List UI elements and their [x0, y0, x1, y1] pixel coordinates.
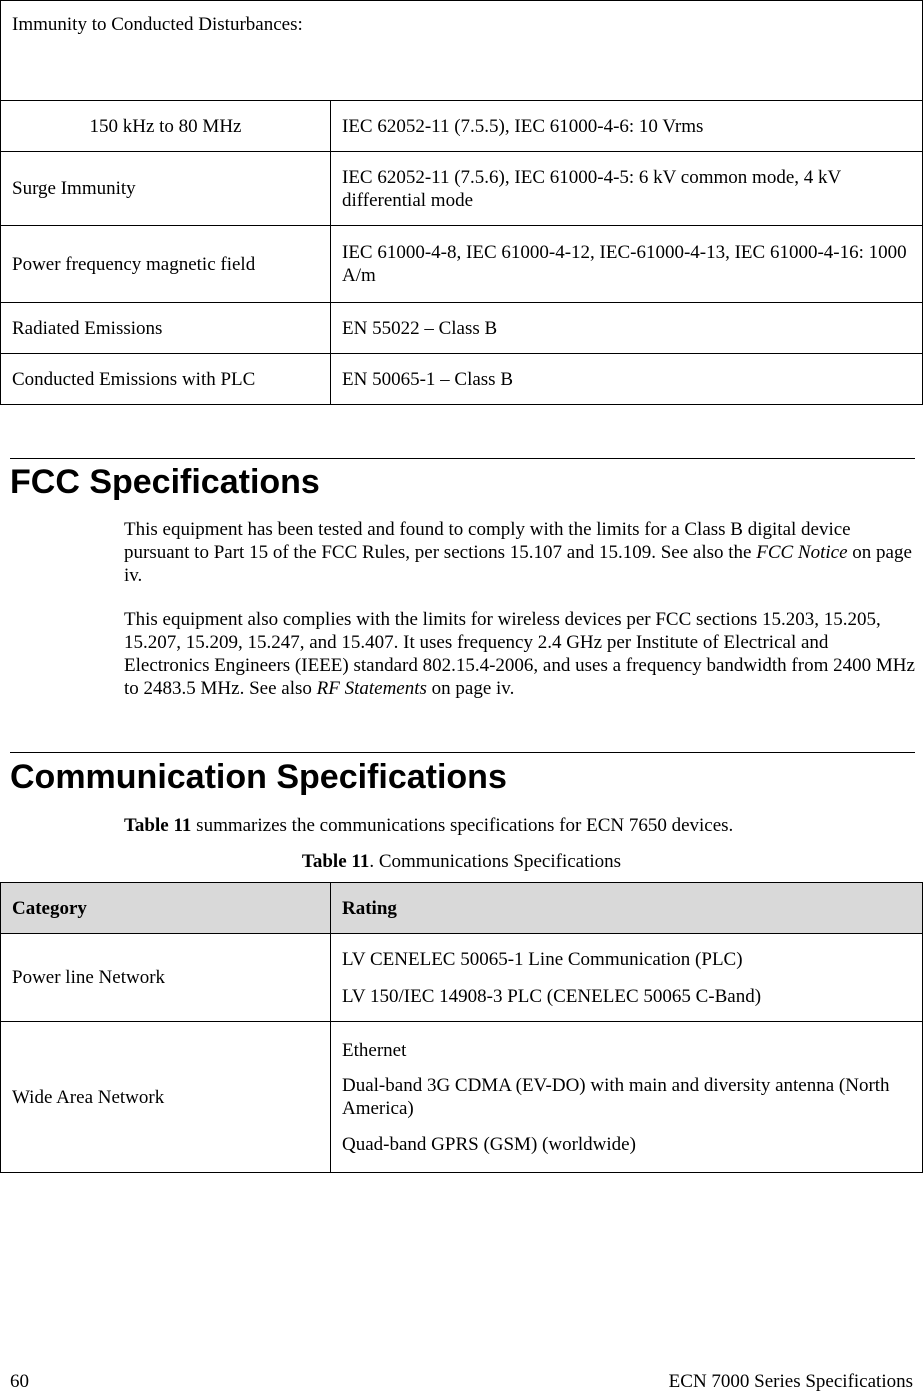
fcc-paragraph-2 — [124, 608, 916, 700]
comm-intro-text: summarizes the communications specifications for ECN 7650 devices. — [191, 815, 734, 836]
column-header-rating: Rating — [331, 883, 923, 934]
table-row — [1, 1022, 923, 1173]
comm-intro — [124, 814, 916, 837]
page-number: 60 — [10, 1371, 29, 1392]
rf-statements-ref: RF Statements — [316, 678, 427, 699]
emc-table-heading: Immunity to Conducted Disturbances: — [1, 1, 923, 101]
section-divider — [10, 752, 915, 753]
rating-cell — [331, 1022, 923, 1173]
emc-row-value: EN 55022 – Class B — [331, 303, 923, 354]
fcc-p2-text: This equipment also complies with the limits for wireless devices per FCC sections 15.203, 15.205, 15.207, 15.209, 15.247, and 15.407. It uses frequency 2.4 GHz per Institute of Electrical and Electronics Engineers (IEEE) standard 802.15.4-2006, and uses a frequency bandwidth from 2400 MHz to 2483.5 MHz. See also — [124, 609, 915, 699]
rating-line: Dual-band 3G CDMA (EV-DO) with main and diversity antenna (North America) — [342, 1074, 890, 1119]
table-caption — [0, 850, 923, 873]
comm-section-title: Communication Specifications — [10, 758, 507, 796]
fcc-p1-text: This equipment has been tested and found to comply with the limits for a Class B digital device pursuant to Part 15 of the FCC Rules, per sections 15.107 and 15.109. See also the — [124, 519, 851, 563]
emc-row-label: Radiated Emissions — [1, 303, 331, 354]
table-row — [1, 354, 923, 405]
fcc-section-title: FCC Specifications — [10, 463, 320, 501]
category-cell: Wide Area Network — [1, 1022, 331, 1173]
caption-text: . Communications Specifications — [369, 851, 622, 872]
fcc-paragraph-1 — [124, 518, 916, 587]
table-ref: Table 11 — [124, 815, 192, 836]
rating-cell — [331, 934, 923, 1022]
fcc-notice-ref: FCC Notice — [756, 542, 848, 563]
table-row — [1, 303, 923, 354]
column-header-category: Category — [1, 883, 331, 934]
table-row — [1, 152, 923, 226]
table-row — [1, 934, 923, 1022]
rating-line: LV CENELEC 50065-1 Line Communication (PLC) — [342, 948, 743, 970]
category-cell: Power line Network — [1, 934, 331, 1022]
communications-spec-table — [0, 882, 923, 1173]
rating-line: Quad-band GPRS (GSM) (worldwide) — [342, 1133, 636, 1155]
emc-row-value: IEC 61000-4-8, IEC 61000-4-12, IEC-61000-4-13, IEC 61000-4-16: 1000 A/m — [331, 226, 923, 303]
emc-row-value: EN 50065-1 – Class B — [331, 354, 923, 405]
emc-row-label: Conducted Emissions with PLC — [1, 354, 331, 405]
emc-spec-table — [0, 0, 923, 405]
rating-line: LV 150/IEC 14908-3 PLC (CENELEC 50065 C-Band) — [342, 985, 762, 1007]
emc-row-label: 150 kHz to 80 MHz — [1, 101, 331, 152]
table-header-row — [1, 883, 923, 934]
emc-row-value: IEC 62052-11 (7.5.6), IEC 61000-4-5: 6 kV common mode, 4 kV differential mode — [331, 152, 923, 226]
section-divider — [10, 458, 915, 459]
caption-ref: Table 11 — [301, 851, 370, 872]
fcc-p2-tail: on page iv. — [426, 678, 515, 699]
table-row — [1, 101, 923, 152]
emc-row-value: IEC 62052-11 (7.5.5), IEC 61000-4-6: 10 Vrms — [331, 101, 923, 152]
rating-line: Ethernet — [342, 1039, 407, 1061]
fcc-p1-tail: on page iv. — [124, 542, 912, 586]
table-row — [1, 226, 923, 303]
footer-doc-title: ECN 7000 Series Specifications — [668, 1371, 913, 1392]
emc-row-label: Surge Immunity — [1, 152, 331, 226]
emc-row-label: Power frequency magnetic field — [1, 226, 331, 303]
